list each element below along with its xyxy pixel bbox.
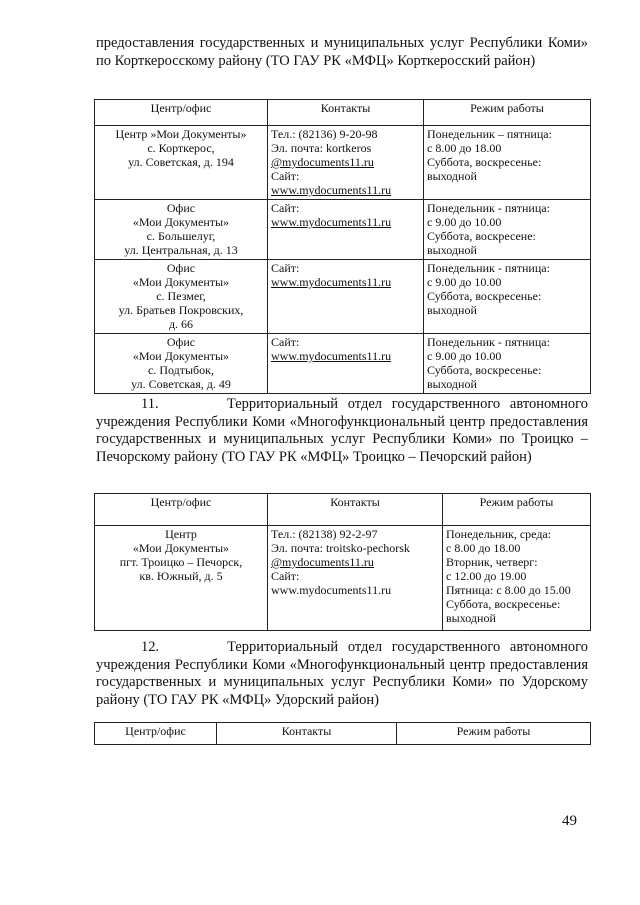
website-link[interactable]: www.mydocuments11.ru: [271, 215, 392, 229]
hours-cell: Понедельник - пятница: с 9.00 до 10.00 Суббота, воскресенье: выходной: [424, 334, 591, 394]
offices-table-troitsko-pechorsk: [94, 493, 591, 631]
website-link[interactable]: www.mydocuments11.ru: [271, 583, 392, 597]
table-row: [95, 260, 591, 334]
contacts-cell: Тел.: (82138) 92-2-97 Эл. почта: troitsko-pechorsk @mydocuments11.ru Сайт: www.mydocuments11.ru: [268, 526, 443, 631]
website-link[interactable]: www.mydocuments11.ru: [271, 349, 392, 363]
section-12-text: Территориальный отдел государственного автономного учреждения Республики Коми «Многофункциональный центр предоставления государственных и муниципальных услуг Республики Коми» по Удорскому району (ТО ГАУ РК «МФЦ» Удорский район): [96, 639, 588, 708]
header-hours: Режим работы: [443, 494, 591, 526]
header-office: Центр/офис: [95, 494, 268, 526]
header-contacts: Контакты: [268, 100, 424, 126]
page-number: 49: [562, 813, 577, 829]
contacts-cell: Сайт: www.mydocuments11.ru: [268, 200, 424, 260]
contacts-cell: Сайт: www.mydocuments11.ru: [268, 260, 424, 334]
section-12-number: 12.: [141, 639, 160, 655]
table-row: [95, 200, 591, 260]
office-cell: Центр »Мои Документы» с. Корткерос, ул. Советская, д. 194: [95, 126, 268, 200]
website-link[interactable]: www.mydocuments11.ru: [271, 275, 392, 289]
header-contacts: Контакты: [268, 494, 443, 526]
section-11-number: 11.: [141, 396, 159, 412]
email-link[interactable]: @mydocuments11.ru: [271, 555, 374, 569]
offices-table-udora: [94, 722, 591, 745]
section-11-paragraph: [96, 396, 588, 466]
hours-cell: Понедельник - пятница: с 9.00 до 10.00 Суббота, воскресенье: выходной: [424, 260, 591, 334]
header-office: Центр/офис: [95, 100, 268, 126]
email-link[interactable]: @mydocuments11.ru: [271, 155, 374, 169]
website-link[interactable]: www.mydocuments11.ru: [271, 183, 392, 197]
table-header-row: [95, 100, 591, 126]
header-hours: Режим работы: [424, 100, 591, 126]
header-contacts: Контакты: [217, 723, 397, 745]
intro-text: предоставления государственных и муниципальных услуг Республики Коми» по Корткеросскому району (ТО ГАУ РК «МФЦ» Корткеросский район): [96, 35, 588, 69]
hours-cell: Понедельник, среда: с 8.00 до 18.00 Вторник, четверг: с 12.00 до 19.00 Пятница: с 8.00 до 15.00 Суббота, воскресенье: выходной: [443, 526, 591, 631]
office-cell: Офис «Мои Документы» с. Пезмег, ул. Братьев Покровских, д. 66: [95, 260, 268, 334]
table-row: [95, 334, 591, 394]
office-cell: Офис «Мои Документы» с. Большелуг, ул. Центральная, д. 13: [95, 200, 268, 260]
table-row: [95, 126, 591, 200]
contacts-cell: Тел.: (82136) 9-20-98 Эл. почта: kortkeros @mydocuments11.ru Сайт: www.mydocuments11.ru: [268, 126, 424, 200]
table-header-row: [95, 723, 591, 745]
header-hours: Режим работы: [397, 723, 591, 745]
table-header-row: [95, 494, 591, 526]
hours-cell: Понедельник – пятница: с 8.00 до 18.00 Суббота, воскресенье: выходной: [424, 126, 591, 200]
office-cell: Офис «Мои Документы» с. Подтыбок, ул. Советская, д. 49: [95, 334, 268, 394]
offices-table-kortkeros: [94, 99, 591, 394]
header-office: Центр/офис: [95, 723, 217, 745]
intro-paragraph: [96, 35, 588, 70]
section-12-paragraph: [96, 639, 588, 709]
hours-cell: Понедельник - пятница: с 9.00 до 10.00 Суббота, воскресене: выходной: [424, 200, 591, 260]
contacts-cell: Сайт: www.mydocuments11.ru: [268, 334, 424, 394]
section-11-text: Территориальный отдел государственного автономного учреждения Республики Коми «Многофункциональный центр предоставления государственных и муниципальных услуг Республики Коми» по Троицко – Печорскому району (ТО ГАУ РК «МФЦ» Троицко – Печорский район): [96, 396, 589, 465]
office-cell: Центр «Мои Документы» пгт. Троицко – Печорск, кв. Южный, д. 5: [95, 526, 268, 631]
table-row: [95, 526, 591, 631]
